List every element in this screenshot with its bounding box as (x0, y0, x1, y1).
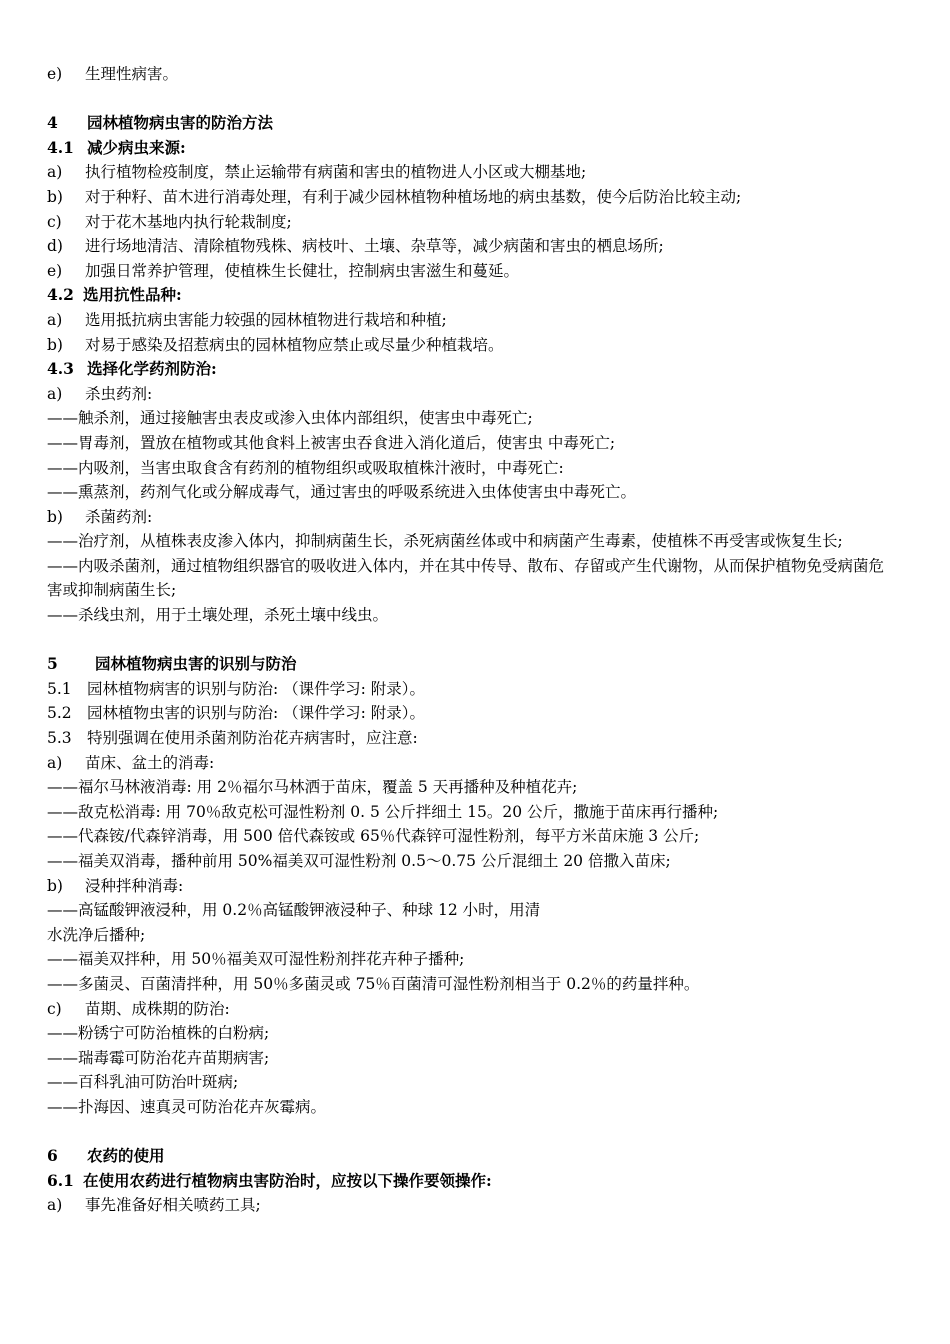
list-item (47, 751, 897, 776)
section-heading (47, 652, 897, 677)
dash-item-continuation: 水洗净后播种; (47, 925, 146, 944)
dash-item: ——多菌灵、百菌清拌种，用 50％多菌灵或 75％百菌清可湿性粉剂相当于 0.2％的药量拌种。 (47, 974, 700, 993)
item-text: 对于种籽、苗木进行消毒处理，有利于减少园林植物种植场地的病虫基数，使今后防治比较主动; (85, 187, 742, 206)
dash-item: ——福美双拌种，用 50％福美双可湿性粉剂拌花卉种子播种; (47, 950, 465, 969)
item-label: e) (47, 261, 63, 280)
item-label: a) (47, 753, 63, 772)
heading-text: 园林植物病虫害的识别与防治 (95, 654, 297, 674)
list-item (47, 382, 897, 407)
dash-item: ——内吸杀菌剂，通过植物组织器官的吸收进入体内，并在其中传导、散布、存留或产生代谢物，从而保护植物免受病菌危害或抑制病菌生长; (47, 556, 885, 600)
heading-number: 4 (47, 113, 58, 133)
item-text: 进行场地清洁、清除植物残株、病枝叶、土壤、杂草等，减少病菌和害虫的栖息场所; (85, 237, 664, 256)
item-label: c) (47, 999, 62, 1018)
heading-number: 4.3 (47, 359, 74, 379)
subsection-heading (47, 136, 897, 161)
section-heading (47, 1144, 897, 1169)
spacer (47, 1120, 897, 1145)
dash-item: ——杀线虫剂，用于土壤处理，杀死土壤中线虫。 (47, 606, 389, 625)
dash-item: ——胃毒剂，置放在植物或其他食料上被害虫吞食进入消化道后，使害虫 中毒死亡; (47, 433, 616, 452)
list-item (47, 726, 897, 751)
list-item (47, 701, 897, 726)
item-text: 园林植物病害的识别与防治: （课件学习: 附录）。 (87, 679, 426, 698)
list-item (47, 185, 897, 210)
spacer (47, 628, 897, 653)
item-text: 选用抵抗病虫害能力较强的园林植物进行栽培和种植; (85, 310, 447, 329)
heading-number: 6 (47, 1146, 58, 1166)
item-text: 园林植物虫害的识别与防治: （课件学习: 附录）。 (87, 704, 426, 723)
item-label: b) (47, 876, 63, 895)
heading-text: 选用抗性品种: (83, 285, 182, 305)
heading-text: 园林植物病虫害的防治方法 (87, 113, 274, 133)
dash-item: ——触杀剂，通过接触害虫表皮或渗入虫体内部组织，使害虫中毒死亡; (47, 409, 533, 428)
dash-item: ——百科乳油可防治叶斑病; (47, 1073, 239, 1092)
heading-number: 5 (47, 654, 58, 674)
item-label: 5.1 (47, 679, 72, 698)
item-label: c) (47, 212, 62, 231)
item-label: e) (47, 65, 63, 83)
dash-item: ——内吸剂，当害虫取食含有药剂的植物组织或吸取植株汁液时，中毒死亡: (47, 458, 564, 477)
dash-item: ——福尔马林液消毒: 用 2％福尔马林洒于苗床，覆盖 5 天再播种及种植花卉; (47, 778, 578, 797)
item-label: b) (47, 187, 63, 206)
list-item (47, 259, 897, 284)
dash-item: ——熏蒸剂，药剂气化或分解成毒气，通过害虫的呼吸系统进入虫体使害虫中毒死亡。 (47, 483, 637, 502)
list-item (47, 874, 897, 899)
heading-number: 4.1 (47, 137, 74, 157)
item-label: a) (47, 1196, 63, 1215)
item-text: 执行植物检疫制度，禁止运输带有病菌和害虫的植物进人小区或大棚基地; (85, 163, 587, 182)
heading-text: 选择化学药剂防治: (87, 359, 217, 379)
dash-item: ——敌克松消毒: 用 70％敌克松可湿性粉剂 0. 5 公斤拌细土 15。20 公斤，撒施于苗床再行播种; (47, 802, 719, 821)
item-label: 5.2 (47, 704, 72, 723)
list-item (47, 62, 897, 87)
spacer (47, 87, 897, 112)
dash-item: ——代森铵/代森锌消毒，用 500 倍代森铵或 65％代森锌可湿性粉剂，每平方米苗床施 3 公斤; (47, 827, 700, 846)
list-item (47, 210, 897, 235)
item-text: 生理性病害。 (85, 65, 179, 83)
list-item (47, 997, 897, 1022)
subsection-heading (47, 283, 897, 308)
document-body (47, 62, 897, 1218)
item-text: 杀菌药剂: (85, 507, 153, 526)
heading-text: 在使用农药进行植物病虫害防治时，应按以下操作要领操作: (83, 1170, 492, 1190)
item-label: d) (47, 237, 63, 256)
dash-item: ——瑞毒霉可防治花卉苗期病害; (47, 1048, 270, 1067)
dash-item: ——高锰酸钾液浸种，用 0.2％高锰酸钾液浸种子、种球 12 小时，用清 (47, 901, 541, 920)
dash-item: ——福美双消毒，播种前用 50%福美双可湿性粉剂 0.5～0.75 公斤混细土 20 倍撒入苗床; (47, 852, 671, 870)
section-heading (47, 111, 897, 136)
item-text: 特别强调在使用杀菌剂防治花卉病害时，应注意: (87, 729, 418, 748)
item-text: 苗期、成株期的防治: (85, 999, 230, 1018)
item-text: 对于花木基地内执行轮栽制度; (85, 212, 292, 231)
list-item (47, 160, 897, 185)
heading-text: 减少病虫来源: (87, 137, 186, 157)
dash-item: ——治疗剂，从植株表皮渗入体内，抑制病菌生长，杀死病菌丝体或中和病菌产生毒素，使植株不再受害或恢复生长; (47, 532, 843, 551)
subsection-heading (47, 1169, 897, 1194)
heading-text: 农药的使用 (87, 1146, 165, 1166)
heading-number: 4.2 (47, 285, 74, 305)
item-text: 对易于感染及招惹病虫的园林植物应禁止或尽量少种植栽培。 (85, 335, 504, 354)
item-label: b) (47, 507, 63, 526)
list-item (47, 505, 897, 530)
item-label: a) (47, 163, 63, 182)
item-label: a) (47, 310, 63, 329)
item-label: 5.3 (47, 729, 72, 748)
list-item (47, 677, 897, 702)
item-label: b) (47, 335, 63, 354)
list-item (47, 308, 897, 333)
item-text: 浸种拌种消毒: (85, 876, 184, 895)
list-item (47, 333, 897, 358)
list-item (47, 1193, 897, 1218)
item-text: 杀虫药剂: (85, 384, 153, 403)
subsection-heading (47, 357, 897, 382)
list-item (47, 234, 897, 259)
item-text: 事先准备好相关喷药工具; (85, 1196, 261, 1215)
item-label: a) (47, 384, 63, 403)
dash-item: ——粉锈宁可防治植株的白粉病; (47, 1024, 270, 1043)
heading-number: 6.1 (47, 1170, 74, 1190)
item-text: 苗床、盆土的消毒: (85, 753, 215, 772)
item-text: 加强日常养护管理，使植株生长健壮，控制病虫害滋生和蔓延。 (85, 261, 520, 280)
dash-item: ——扑海因、速真灵可防治花卉灰霉病。 (47, 1097, 327, 1116)
